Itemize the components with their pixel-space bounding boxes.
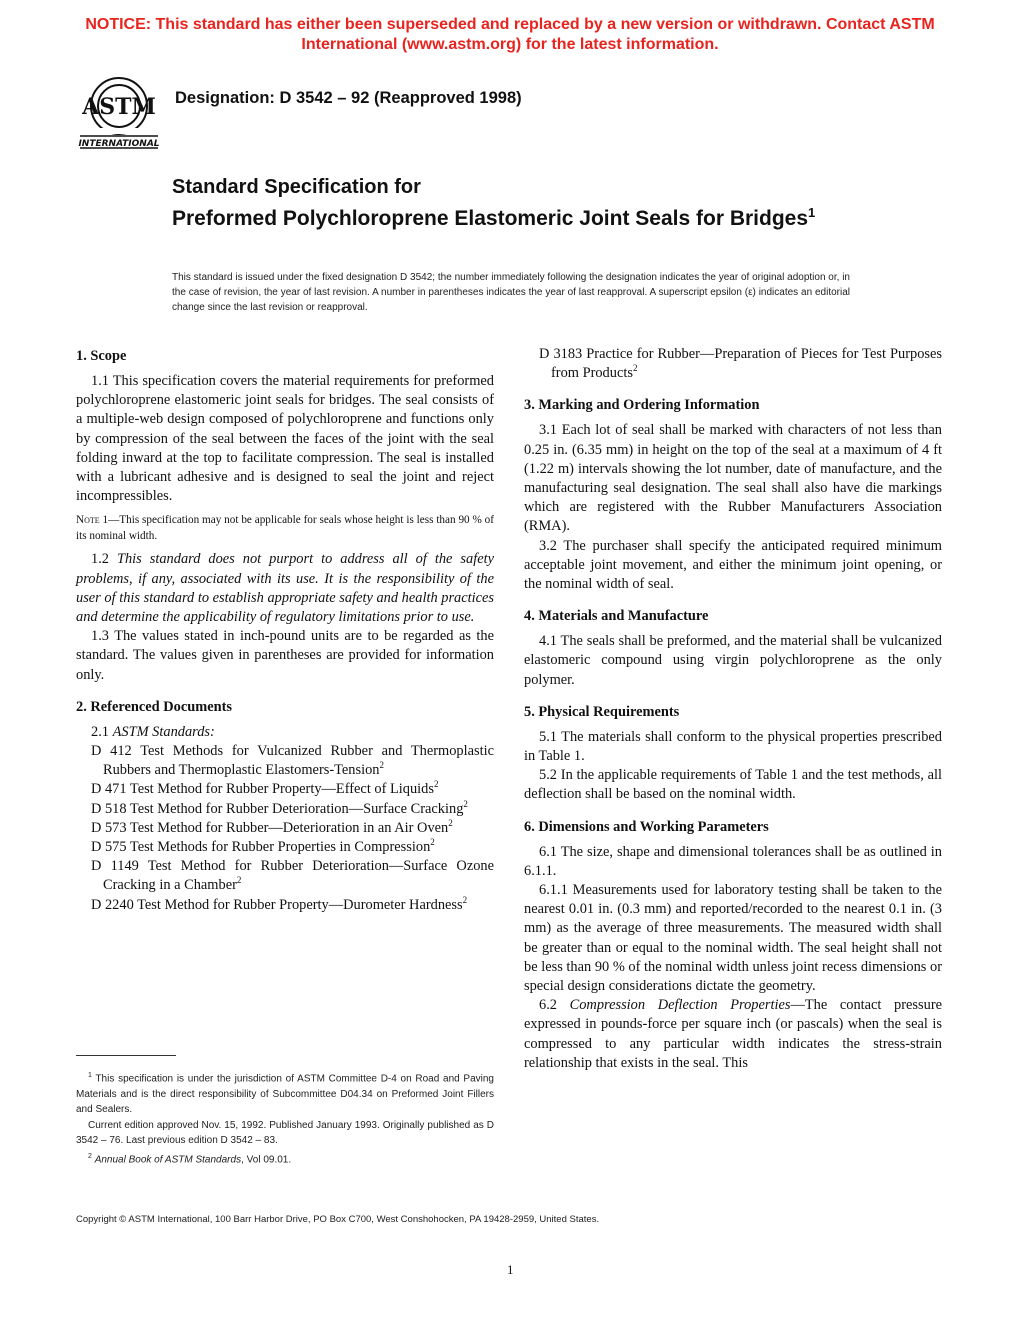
paragraph-1-2: 1.2 This standard does not purport to address all of the safety problems, if any, associated with its use. It is the responsibility of the user of this standard to establish appropriate safety and health practices and determine the applicability of regulatory limitations prior to use.: [76, 551, 494, 626]
footnotes: [76, 1055, 494, 1168]
paragraph-1-3: 1.3 The values stated in inch-pound units are to be regarded as the standard. The values given in parentheses are provided for information only.: [76, 628, 494, 683]
footnote-rule: [76, 1055, 176, 1056]
paragraph-5-2: 5.2 In the applicable requirements of Table 1 and the test methods, all deflection shall be based on the nominal width.: [524, 767, 942, 803]
paragraph-6-1-1: 6.1.1 Measurements used for laboratory testing shall be taken to the nearest 0.01 in. (0.3 mm) and reported/recorded to the nearest 0.1 in. (3 mm) as the average of three measurements. The measured width shall be greater than or equal to the nominal width. The seal height shall not be less than 90 % of the nominal width unless joint recess dimensions or special design considerations dictate the geometry.: [524, 882, 942, 995]
page-number: 1: [507, 1262, 514, 1277]
reference-item: D 471 Test Method for Rubber Property—Effect of Liquids$^2$: [91, 779, 439, 798]
title-line-1: Standard Specification for: [172, 176, 421, 198]
paragraph-3-2: 3.2 The purchaser shall specify the anticipated required minimum acceptable joint movement, and either the minimum joint opening, or the nominal width of seal.: [524, 537, 942, 593]
paragraph-3-1: 3.1 Each lot of seal shall be marked with characters of not less than 0.25 in. (6.35 mm) in height on the top of the seal at a maximum of 4 ft (1.22 m) intervals showing the lot number, date of manufacture, and the manufacturing seal designation. The seal shall also have die markings which are registered with the Rubber Manufacturers Association (RMA).: [524, 422, 942, 535]
paragraph-6-2: 6.2 Compression Deflection Properties—The contact pressure expressed in pounds-force per square inch (or pascals) when the seal is compressed to any particular width indicates the stress-strain relationship that exists in the seal. This: [524, 997, 942, 1071]
withdrawn-notice: NOTICE: This standard has either been superseded and replaced by a new version or withdrawn. Contact ASTM International (www.astm.org) for the latest information.: [85, 16, 935, 53]
footnote-2: $^2$ Annual Book of ASTM Standards, Vol 09.01.: [88, 1152, 292, 1166]
copyright-line: Copyright © ASTM International, 100 Barr Harbor Drive, PO Box C700, West Conshohocken, PA 19428-2959, United States.: [76, 1214, 600, 1225]
left-column: [76, 345, 494, 915]
designation: Designation: D 3542 – 92 (Reapproved 1998): [175, 89, 522, 107]
reference-item: D 412 Test Methods for Vulcanized Rubber and Thermoplastic Rubbers and Thermoplastic Elastomers-Tension$^2$: [91, 743, 494, 779]
document-title: [172, 175, 932, 231]
reference-list-continued: [524, 345, 942, 383]
reference-list: [76, 742, 494, 915]
section-heading-dimensions: 6. Dimensions and Working Parameters: [524, 818, 769, 835]
section-heading-physical: 5. Physical Requirements: [524, 703, 680, 720]
footnote-1: $^1$ This specification is under the jurisdiction of ASTM Committee D-4 on Road and Paving Materials and is the direct responsibility of Subcommittee D04.34 on Preformed Joint Fillers and Sealers.: [76, 1072, 494, 1116]
footnote-current-edition: Current edition approved Nov. 15, 1992. Published January 1993. Originally published as D 3542 – 76. Last previous edition D 3542 – 83.: [76, 1119, 494, 1147]
paragraph-5-1: 5.1 The materials shall conform to the physical properties prescribed in Table 1.: [524, 728, 942, 765]
section-heading-referenced-documents: 2. Referenced Documents: [76, 698, 232, 715]
astm-standards-label: 2.1 ASTM Standards:: [91, 723, 215, 740]
note-1: Note 1—This specification may not be applicable for seals whose height is less than 90 % of its nominal width.: [76, 514, 494, 543]
section-heading-marking: 3. Marking and Ordering Information: [524, 397, 760, 414]
paragraph-6-1: 6.1 The size, shape and dimensional tolerances shall be as outlined in 6.1.1.: [524, 843, 942, 879]
paragraph-1-1: 1.1 This specification covers the material requirements for preformed polychloroprene elastomeric joint seals for bridges. The seal consists of a multiple-web design composed of polychloroprene and functions only by compression of the seal between the faces of the joint with the seal folding inward at the top to facilitate compression. The seal is installed with a lubricant adhesive and is designed to seal the joint and reject incompressibles.: [76, 373, 494, 505]
right-column: [524, 345, 942, 1073]
title-line-2: Preformed Polychloroprene Elastomeric Joint Seals for Bridges$^1$: [172, 205, 816, 230]
reference-item: D 2240 Test Method for Rubber Property—Durometer Hardness$^2$: [91, 894, 468, 913]
reference-item: D 573 Test Method for Rubber—Deterioration in an Air Oven$^2$: [91, 818, 453, 836]
issued-under-note: This standard is issued under the fixed designation D 3542; the number immediately following the designation indicates the year of original adoption or, in the case of revision, the year of last revision. A number in parentheses indicates the year of last reapproval. A superscript epsilon (ε) indicates an editorial change since the last revision or reapproval.: [172, 272, 850, 313]
reference-item: D 575 Test Methods for Rubber Properties in Compression$^2$: [91, 837, 435, 856]
reference-item: D 3183 Practice for Rubber—Preparation of Pieces for Test Purposes from Products$^2$: [539, 346, 942, 382]
astm-logo: [76, 70, 162, 150]
logo-caption: INTERNATIONAL: [78, 139, 160, 149]
reference-item: D 1149 Test Method for Rubber Deterioration—Surface Ozone Cracking in a Chamber$^2$: [91, 858, 494, 894]
section-heading-scope: 1. Scope: [76, 348, 127, 364]
section-heading-materials: 4. Materials and Manufacture: [524, 608, 709, 625]
paragraph-4-1: 4.1 The seals shall be preformed, and the material shall be vulcanized elastomeric compound using virgin polychloroprene as the only polymer.: [524, 633, 942, 688]
logo-letters: ASTM: [82, 94, 156, 120]
reference-item: D 518 Test Method for Rubber Deterioration—Surface Cracking$^2$: [91, 798, 468, 817]
